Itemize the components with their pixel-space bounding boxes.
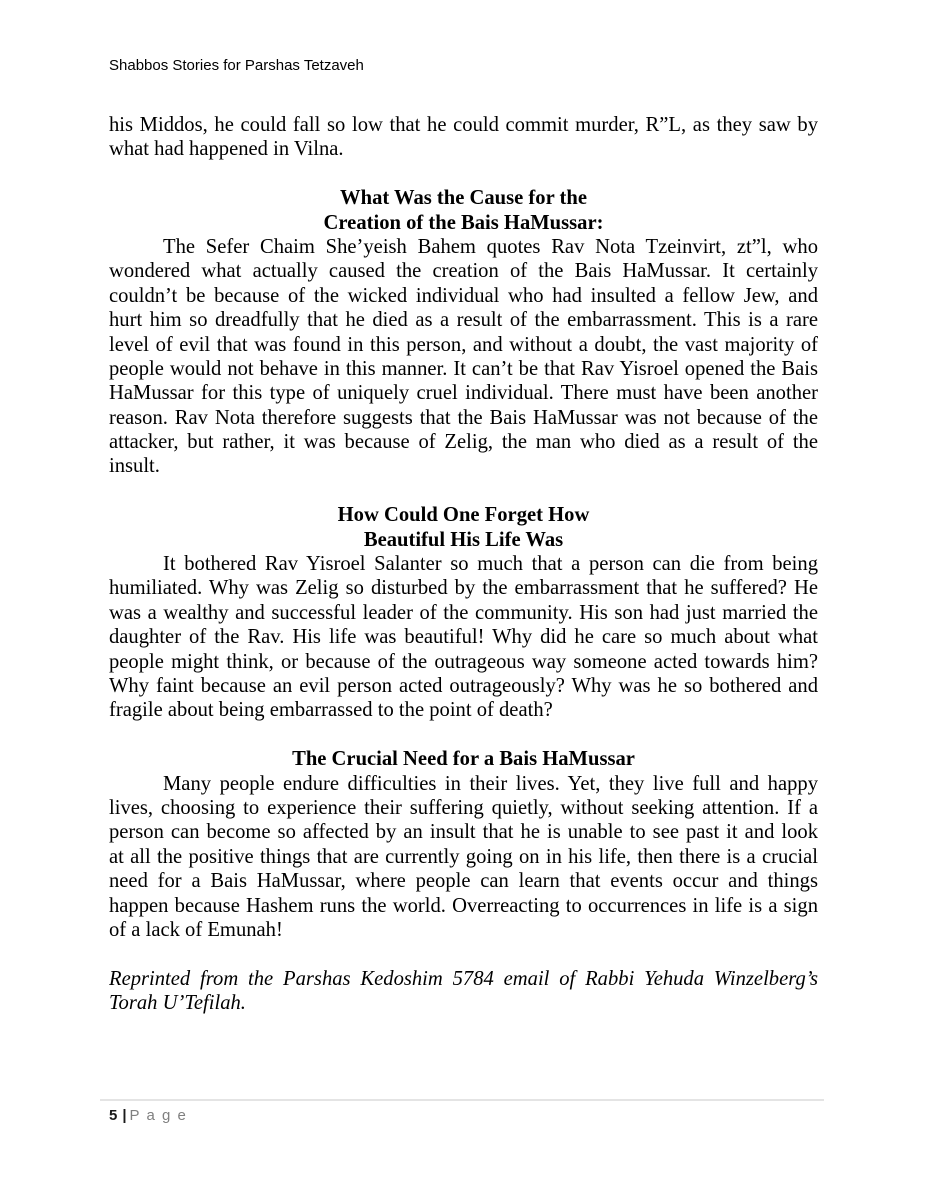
paragraph-forget-beautiful-life — [109, 552, 818, 723]
paragraph-continuation — [109, 113, 818, 162]
text-line: level of evil that was found in this person, and without a doubt, the vast majority of — [109, 333, 818, 356]
section-heading-cause-of-bais-hamussar — [109, 186, 818, 235]
document-body — [109, 113, 818, 1015]
text-line: at all the positive things that are currently going on in his life, then there is a crucial — [109, 845, 818, 868]
heading-line: Creation of the Bais HaMussar: — [323, 211, 604, 234]
text-line: was a wealthy and successful leader of the community. His son had just married the — [109, 601, 818, 624]
heading-line: How Could One Forget How — [337, 504, 590, 527]
text-line: what had happened in Vilna. — [109, 138, 344, 161]
heading-line: The Crucial Need for a Bais HaMussar — [292, 748, 635, 771]
attribution-line: Torah U’Tefilah. — [109, 992, 246, 1015]
text-line: It bothered Rav Yisroel Salanter so much that a person can die from being — [163, 553, 818, 576]
text-line: people might think, or because of the outrageous way someone acted towards him? — [109, 650, 818, 673]
text-line: attacker, but rather, it was because of Zelig, the man who died as a result of the — [109, 431, 818, 454]
text-line: need for a Bais HaMussar, where people can learn that events occur and things — [109, 870, 818, 893]
paragraph-cause-of-bais-hamussar — [109, 235, 818, 479]
heading-line: What Was the Cause for the — [340, 187, 587, 210]
text-line: reason. Rav Nota therefore suggests that the Bais HaMussar was not because of the — [109, 406, 818, 429]
text-line: Many people endure difficulties in their lives. Yet, they live full and happy — [163, 772, 818, 795]
text-line: fragile about being embarrassed to the point of death? — [109, 699, 553, 722]
attribution-note — [109, 967, 818, 1016]
text-line: humiliated. Why was Zelig so disturbed by the embarrassment that he suffered? He — [109, 577, 818, 600]
footer-divider — [100, 1099, 824, 1101]
text-line: The Sefer Chaim She’yeish Bahem quotes Rav Nota Tzeinvirt, zt”l, who — [163, 235, 818, 258]
section-heading-crucial-need — [109, 747, 818, 771]
attribution-line: Reprinted from the Parshas Kedoshim 5784 email of Rabbi Yehuda Winzelberg’s — [109, 967, 818, 990]
page-label: P a g e — [129, 1107, 188, 1124]
page-content — [109, 0, 818, 1015]
text-line: hurt him so dreadfully that he died as a result of the embarrassment. This is a rare — [109, 309, 818, 332]
page-number: 5 — [109, 1107, 118, 1124]
section-heading-forget-beautiful-life — [109, 503, 818, 552]
footer-text — [109, 1107, 824, 1125]
heading-line: Beautiful His Life Was — [363, 528, 564, 551]
text-line: happen because Hashem runs the world. Overreacting to occurrences in life is a sign — [109, 894, 818, 917]
text-line: Why faint because an evil person acted outrageously? Why was he so bothered and — [109, 674, 818, 697]
text-line: person can become so affected by an insult that he is unable to see past it and look — [109, 821, 818, 844]
text-line: of a lack of Emunah! — [109, 918, 283, 941]
text-line: wondered what actually caused the creation of the Bais HaMussar. It certainly — [109, 260, 818, 283]
text-line: insult. — [109, 455, 160, 478]
text-line: couldn’t be because of the wicked individual who had insulted a fellow Jew, and — [109, 284, 818, 307]
text-line: his Middos, he could fall so low that he could commit murder, R”L, as they saw by — [109, 114, 818, 136]
text-line: lives, choosing to experience their suffering quietly, without seeking attention. If a — [109, 796, 818, 819]
text-line: HaMussar for this type of uniquely cruel individual. There must have been another — [109, 382, 818, 405]
paragraph-crucial-need — [109, 772, 818, 943]
text-line: people would not behave in this manner. It can’t be that Rav Yisroel opened the Bais — [109, 357, 818, 380]
footer-separator: | — [122, 1107, 127, 1124]
page-footer — [100, 1099, 824, 1125]
text-line: daughter of the Rav. His life was beautiful! Why did he care so much about what — [109, 626, 818, 649]
running-header: Shabbos Stories for Parshas Tetzaveh — [109, 57, 364, 74]
